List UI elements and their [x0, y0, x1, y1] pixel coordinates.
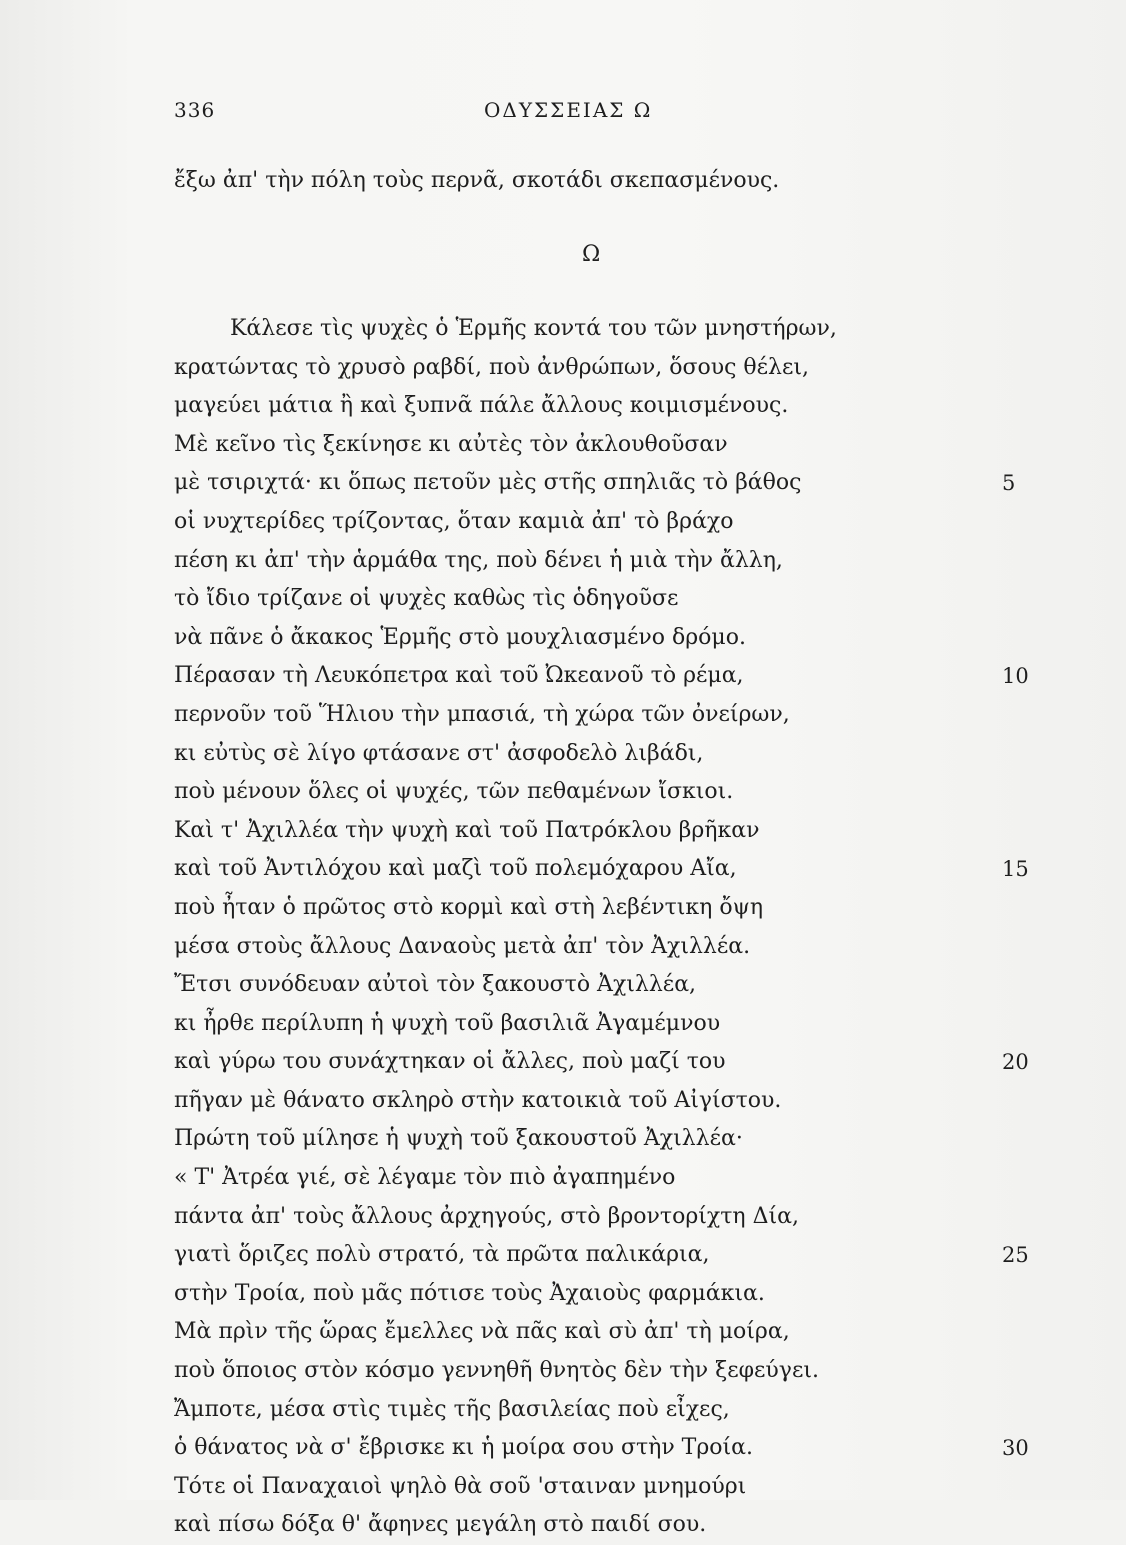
verse-line — [174, 657, 1064, 696]
verse-text: κι εὐτὺς σὲ λίγο φτάσανε στ' ἀσφοδελὸ λιβάδι, — [174, 740, 704, 766]
line-number: 20 — [1002, 1050, 1029, 1075]
verse-line — [174, 1082, 1064, 1121]
verse-line — [174, 1043, 1064, 1082]
verse-text: Πρώτη τοῦ μίλησε ἡ ψυχὴ τοῦ ξακουστοῦ Ἀχιλλέα· — [174, 1126, 743, 1152]
verse-line — [174, 1352, 1064, 1391]
verse-text: « Τ' Ἀτρέα γιέ, σὲ λέγαμε τὸν πιὸ ἀγαπημένο — [174, 1165, 676, 1191]
verse-line — [174, 735, 1064, 774]
verse-line — [174, 426, 1064, 465]
line-number: 30 — [1002, 1436, 1029, 1461]
verse-text: κι ἦρθε περίλυπη ἡ ψυχὴ τοῦ βασιλιᾶ Ἀγαμέμνου — [174, 1010, 721, 1036]
verse-line — [174, 812, 1064, 851]
verse-text: Μὲ κεῖνο τὶς ξεκίνησε κι αὐτὲς τὸν ἀκλουθοῦσαν — [174, 431, 728, 457]
verse-text: Μὰ πρὶν τῆς ὥρας ἔμελλες νὰ πᾶς καὶ σὺ ἀπ' τὴ μοίρα, — [174, 1319, 790, 1345]
page-number: 336 — [174, 98, 216, 122]
verse-text: καὶ τοῦ Ἀντιλόχου καὶ μαζὶ τοῦ πολεμόχαρου Αἴα, — [174, 856, 737, 882]
verse-line — [174, 850, 1064, 889]
verse-line — [174, 580, 1064, 619]
line-number: 5 — [1002, 471, 1016, 496]
verse-line — [174, 503, 1064, 542]
verse-line — [174, 387, 1064, 426]
verse-line — [174, 1468, 1064, 1507]
verse-text: στὴν Τροία, ποὺ μᾶς πότισε τοὺς Ἀχαιοὺς φαρμάκια. — [174, 1280, 765, 1306]
verse-text: κρατώντας τὸ χρυσὸ ραβδί, ποὺ ἀνθρώπων, ὅσους θέλει, — [174, 354, 810, 380]
verse-line — [174, 1159, 1064, 1198]
verse-line — [174, 928, 1064, 967]
line-number: 25 — [1002, 1243, 1029, 1268]
verse-line — [174, 1313, 1064, 1352]
verse-text: Ἔτσι συνόδευαν αὐτοὶ τὸν ξακουστὸ Ἀχιλλέα, — [174, 972, 697, 998]
verse-text: γιατὶ ὅριζες πολὺ στρατό, τὰ πρῶτα παλικάρια, — [174, 1242, 710, 1268]
verse-text: πῆγαν μὲ θάνατο σκληρὸ στὴν κατοικιὰ τοῦ Αἰγίστου. — [174, 1087, 782, 1113]
verse-text: πάντα ἀπ' τοὺς ἄλλους ἀρχηγούς, στὸ βροντορίχτη Δία, — [174, 1203, 799, 1229]
book-heading: Ω — [582, 242, 601, 267]
verse-line — [174, 966, 1064, 1005]
verse-list — [174, 310, 1064, 1545]
verse-line — [174, 619, 1064, 658]
verse-line — [174, 1506, 1064, 1545]
verse-text: μαγεύει μάτια ἢ καὶ ξυπνᾶ πάλε ἄλλους κοιμισμένους. — [174, 393, 789, 419]
verse-line — [174, 310, 1064, 349]
verse-text: καὶ γύρω του συνάχτηκαν οἱ ἄλλες, ποὺ μαζί του — [174, 1049, 726, 1075]
page-header — [174, 98, 814, 130]
verse-text: οἱ νυχτερίδες τρίζοντας, ὅταν καμιὰ ἀπ' τὸ βράχο — [174, 508, 734, 534]
verse-line — [174, 1120, 1064, 1159]
line-number: 15 — [1002, 857, 1029, 882]
verse-text: ποὺ ὅποιος στὸν κόσμο γεννηθῆ θνητὸς δὲν τὴν ξεφεύγει. — [174, 1358, 819, 1384]
verse-text: Πέρασαν τὴ Λευκόπετρα καὶ τοῦ Ὠκεανοῦ τὸ ρέμα, — [174, 663, 744, 689]
verse-line — [174, 542, 1064, 581]
verse-line — [174, 349, 1064, 388]
verse-text: καὶ πίσω δόξα θ' ἄφηνες μεγάλη στὸ παιδί σου. — [174, 1512, 707, 1538]
verse-line — [174, 1005, 1064, 1044]
verse-text: Τότε οἱ Παναχαιοὶ ψηλὸ θὰ σοῦ 'σταιναν μνημούρι — [174, 1473, 747, 1499]
verse-text: περνοῦν τοῦ Ἥλιου τὴν μπασιά, τὴ χώρα τῶν ὀνείρων, — [174, 701, 790, 727]
running-head: ΟΔΥΣΣΕΙΑΣ Ω — [484, 98, 653, 122]
carried-over-verse: ἔξω ἀπ' τὴν πόλη τοὺς περνᾶ, σκοτάδι σκεπασμένους. — [174, 168, 780, 193]
verse-line — [174, 1236, 1064, 1275]
verse-text: ποὺ μένουν ὅλες οἱ ψυχές, τῶν πεθαμένων ἴσκιοι. — [174, 779, 734, 805]
verse-line — [174, 889, 1064, 928]
verse-text: μὲ τσιριχτά· κι ὅπως πετοῦν μὲς στῆς σπηλιᾶς τὸ βάθος — [174, 470, 802, 496]
verse-line — [174, 1198, 1064, 1237]
verse-text: Κάλεσε τὶς ψυχὲς ὁ Ἑρμῆς κοντά του τῶν μνηστήρων, — [230, 316, 837, 341]
line-number: 10 — [1002, 664, 1029, 689]
verse-line — [174, 1429, 1064, 1468]
verse-line — [174, 464, 1064, 503]
verse-text: μέσα στοὺς ἄλλους Δαναοὺς μετὰ ἀπ' τὸν Ἀχιλλέα. — [174, 933, 751, 959]
verse-text: ὁ θάνατος νὰ σ' ἔβρισκε κι ἡ μοίρα σου στὴν Τροία. — [174, 1435, 754, 1461]
verse-text: νὰ πᾶνε ὁ ἄκακος Ἑρμῆς στὸ μουχλιασμένο δρόμο. — [174, 624, 746, 650]
verse-text: ποὺ ἦταν ὁ πρῶτος στὸ κορμὶ καὶ στὴ λεβέντικη ὄψη — [174, 894, 764, 920]
verse-line — [174, 1275, 1064, 1314]
verse-line — [174, 1391, 1064, 1430]
verse-line — [174, 773, 1064, 812]
verse-text: Ἄμποτε, μέσα στὶς τιμὲς τῆς βασιλείας ποὺ εἶχες, — [174, 1396, 730, 1422]
verse-text: πέση κι ἀπ' τὴν ἁρμάθα της, ποὺ δένει ἡ μιὰ τὴν ἄλλη, — [174, 547, 783, 573]
verse-text: Καὶ τ' Ἀχιλλέα τὴν ψυχὴ καὶ τοῦ Πατρόκλου βρῆκαν — [174, 817, 760, 843]
verse-line — [174, 696, 1064, 735]
verse-text: τὸ ἴδιο τρίζανε οἱ ψυχὲς καθὼς τὶς ὁδηγοῦσε — [174, 586, 679, 612]
